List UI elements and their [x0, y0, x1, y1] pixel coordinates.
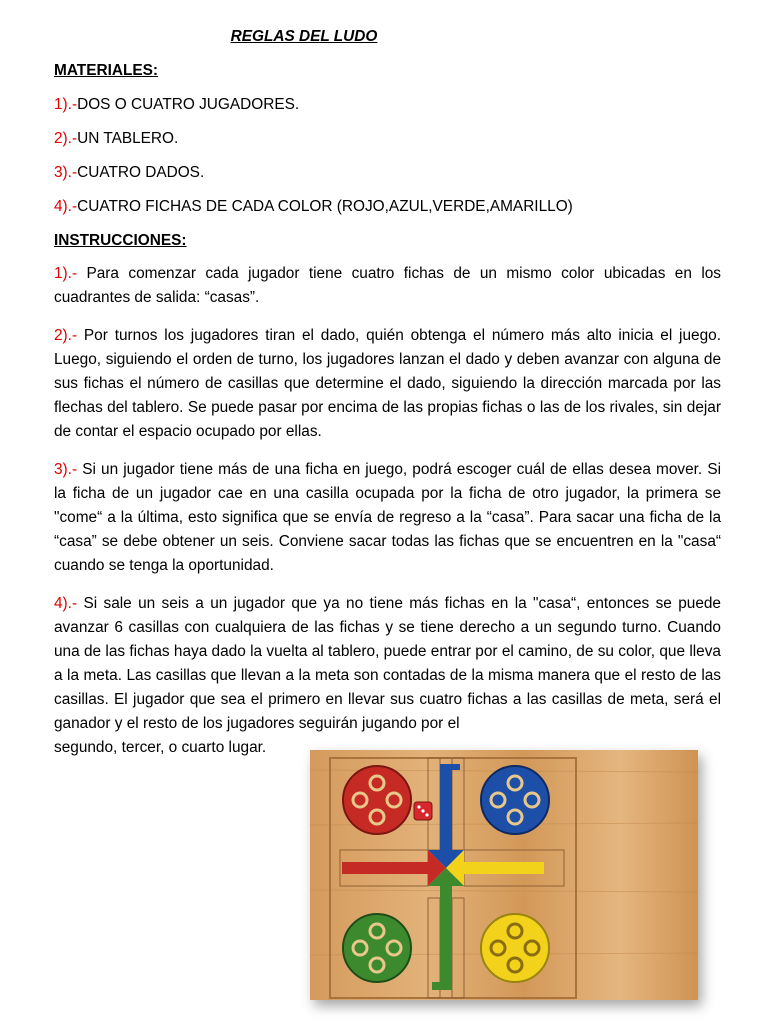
- instructions-heading: INSTRUCCIONES:: [54, 232, 187, 249]
- instruction-paragraph: [54, 458, 721, 578]
- item-number: 1).-: [54, 265, 78, 282]
- red-path: [342, 862, 428, 874]
- ludo-board-illustration: [310, 750, 698, 1000]
- document-page: [54, 22, 721, 760]
- instruction-paragraph: [54, 324, 721, 444]
- materials-item: [54, 130, 721, 148]
- yellow-path: [464, 862, 544, 874]
- item-text: CUATRO FICHAS DE CADA COLOR (ROJO,AZUL,VERDE,AMARILLO): [77, 198, 573, 215]
- item-number: 4).-: [54, 595, 78, 612]
- item-number: 3).-: [54, 164, 78, 181]
- instruction-paragraph: [54, 592, 721, 736]
- item-number: 2).-: [54, 130, 78, 147]
- document-title: REGLAS DEL LUDO: [230, 28, 378, 45]
- item-text: DOS O CUATRO JUGADORES.: [77, 96, 300, 113]
- paragraph-text: Si un jugador tiene más de una ficha en juego, podrá escoger cuál de ellas desea mover. Si la ficha de un jugador cae en una casilla ocupada por la ficha de otro jugador, la primera se "come“ a la última, esto significa que se envía de regreso a la “casa”. Para sacar una ficha de la “casa” se debe obtener un seis. Conviene sacar todas las fichas que se encuentren en la "casa“ cuando se tenga la oportunidad.: [54, 461, 722, 574]
- item-number: 2).-: [54, 327, 78, 344]
- item-number: 3).-: [54, 461, 78, 478]
- materials-item: [54, 164, 721, 182]
- paragraph-text: segundo, tercer, o cuarto lugar.: [54, 739, 267, 756]
- paragraph-text: Por turnos los jugadores tiran el dado, quién obtenga el número más alto inicia el juego. Luego, siguiendo el orden de turno, los jugadores lanzan el dado y deben avanzar con alguna de sus fichas el número de casillas que determine el dado, siguiendo la dirección marcada por las flechas del tablero. Se puede pasar por encima de las propias fichas o las de los rivales, sin dejar de contar el espacio ocupado por ellas.: [54, 327, 721, 440]
- instruction-paragraph: [54, 262, 721, 310]
- item-text: CUATRO DADOS.: [77, 164, 205, 181]
- paragraph-text: Para comenzar cada jugador tiene cuatro fichas de un mismo color ubicadas en los cuadrantes de salida: “casas”.: [54, 265, 721, 306]
- ludo-board-image: [310, 750, 698, 1000]
- item-text: UN TABLERO.: [77, 130, 179, 147]
- paragraph-text: Si sale un seis a un jugador que ya no tiene más fichas en la "casa“, entonces se puede avanzar 6 casillas con cualquiera de las fichas y se tiene derecho a un segundo turno. Cuando una de las fichas haya dado la vuelta al tablero, puede entrar por el camino, de su color, que lleva a la meta. Las casillas que llevan a la meta son contadas de la misma manera que el resto de las casillas. El jugador que sea el primero en llevar sus cuatro fichas a las casillas de meta, será el ganador y el resto de los jugadores seguirán jugando por el: [54, 595, 721, 732]
- materials-item: [54, 198, 721, 216]
- materials-item: [54, 96, 721, 114]
- item-number: 4).-: [54, 198, 78, 215]
- materials-heading: MATERIALES:: [54, 62, 159, 79]
- item-number: 1).-: [54, 96, 78, 113]
- instruction-paragraph-tail: [54, 736, 294, 760]
